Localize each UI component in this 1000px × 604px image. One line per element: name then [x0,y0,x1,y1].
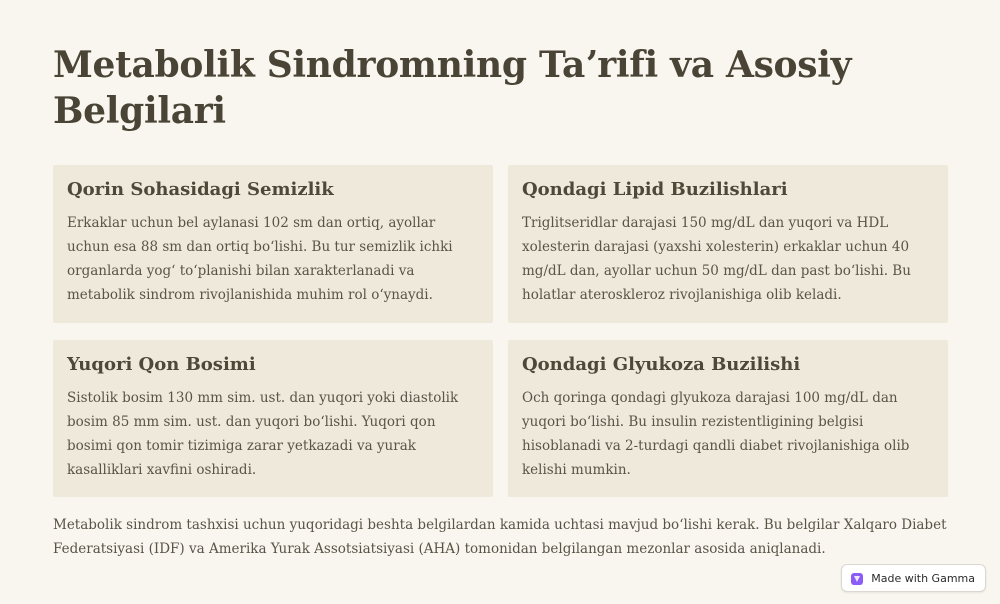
card-body: Erkaklar uchun bel aylanasi 102 sm dan ortiq, ayollar uchun esa 88 sm dan ortiq boʻlishi. Bu tur semizlik ichki organlarda yogʻ toʻplanishi bilan xarakterlanadi va metabolik sindrom rivojlanishida muhim rol oʻynaydi. [67,215,453,303]
page-title: Metabolik Sindromning Taʼrifi va Asosiy Belgilari [53,44,852,132]
card-body: Sistolik bosim 130 mm sim. ust. dan yuqori yoki diastolik bosim 85 mm sim. ust. dan yuqori boʻlishi. Yuqori qon bosimi qon tomir tizimiga zarar yetkazadi va yurak kasalliklari xavfini oshiradi. [67,390,459,478]
card-body: Och qoringa qondagi glyukoza darajasi 100 mg/dL dan yuqori boʻlishi. Bu insulin rezistentligining belgisi hisoblanadi va 2-turdagi qandli diabet rivojlanishiga olib kelishi mumkin. [522,390,910,478]
card-glucose-disorder [508,340,948,497]
card-heading: Yuqori Qon Bosimi [67,354,256,375]
card-abdominal-obesity [53,165,493,323]
card-high-blood-pressure [53,340,493,497]
card-heading: Qondagi Lipid Buzilishlari [522,179,788,200]
summary-text: Metabolik sindrom tashxisi uchun yuqoridagi beshta belgilardan kamida uchtasi mavjud boʻlishi kerak. Bu belgilar Xalqaro Diabet Federatsiyasi (IDF) va Amerika Yurak Assotsiatsiyasi (AHA) tomonidan belgilangan mezonlar asosida aniqlanadi. [53,517,947,557]
card-heading: Qorin Sohasidagi Semizlik [67,179,334,200]
card-heading: Qondagi Glyukoza Buzilishi [522,354,801,375]
gamma-logo-icon [850,571,864,585]
badge-label: Made with Gamma [871,571,975,585]
card-lipid-disorders [508,165,948,323]
card-body: Triglitseridlar darajasi 150 mg/dL dan yuqori va HDL xolesterin darajasi (yaxshi xolesterin) erkaklar uchun 40 mg/dL dan, ayollar uchun 50 mg/dL dan past boʻlishi. Bu holatlar ateroskleroz rivojlanishiga olib keladi. [522,215,911,303]
made-with-gamma-badge[interactable] [841,564,986,592]
